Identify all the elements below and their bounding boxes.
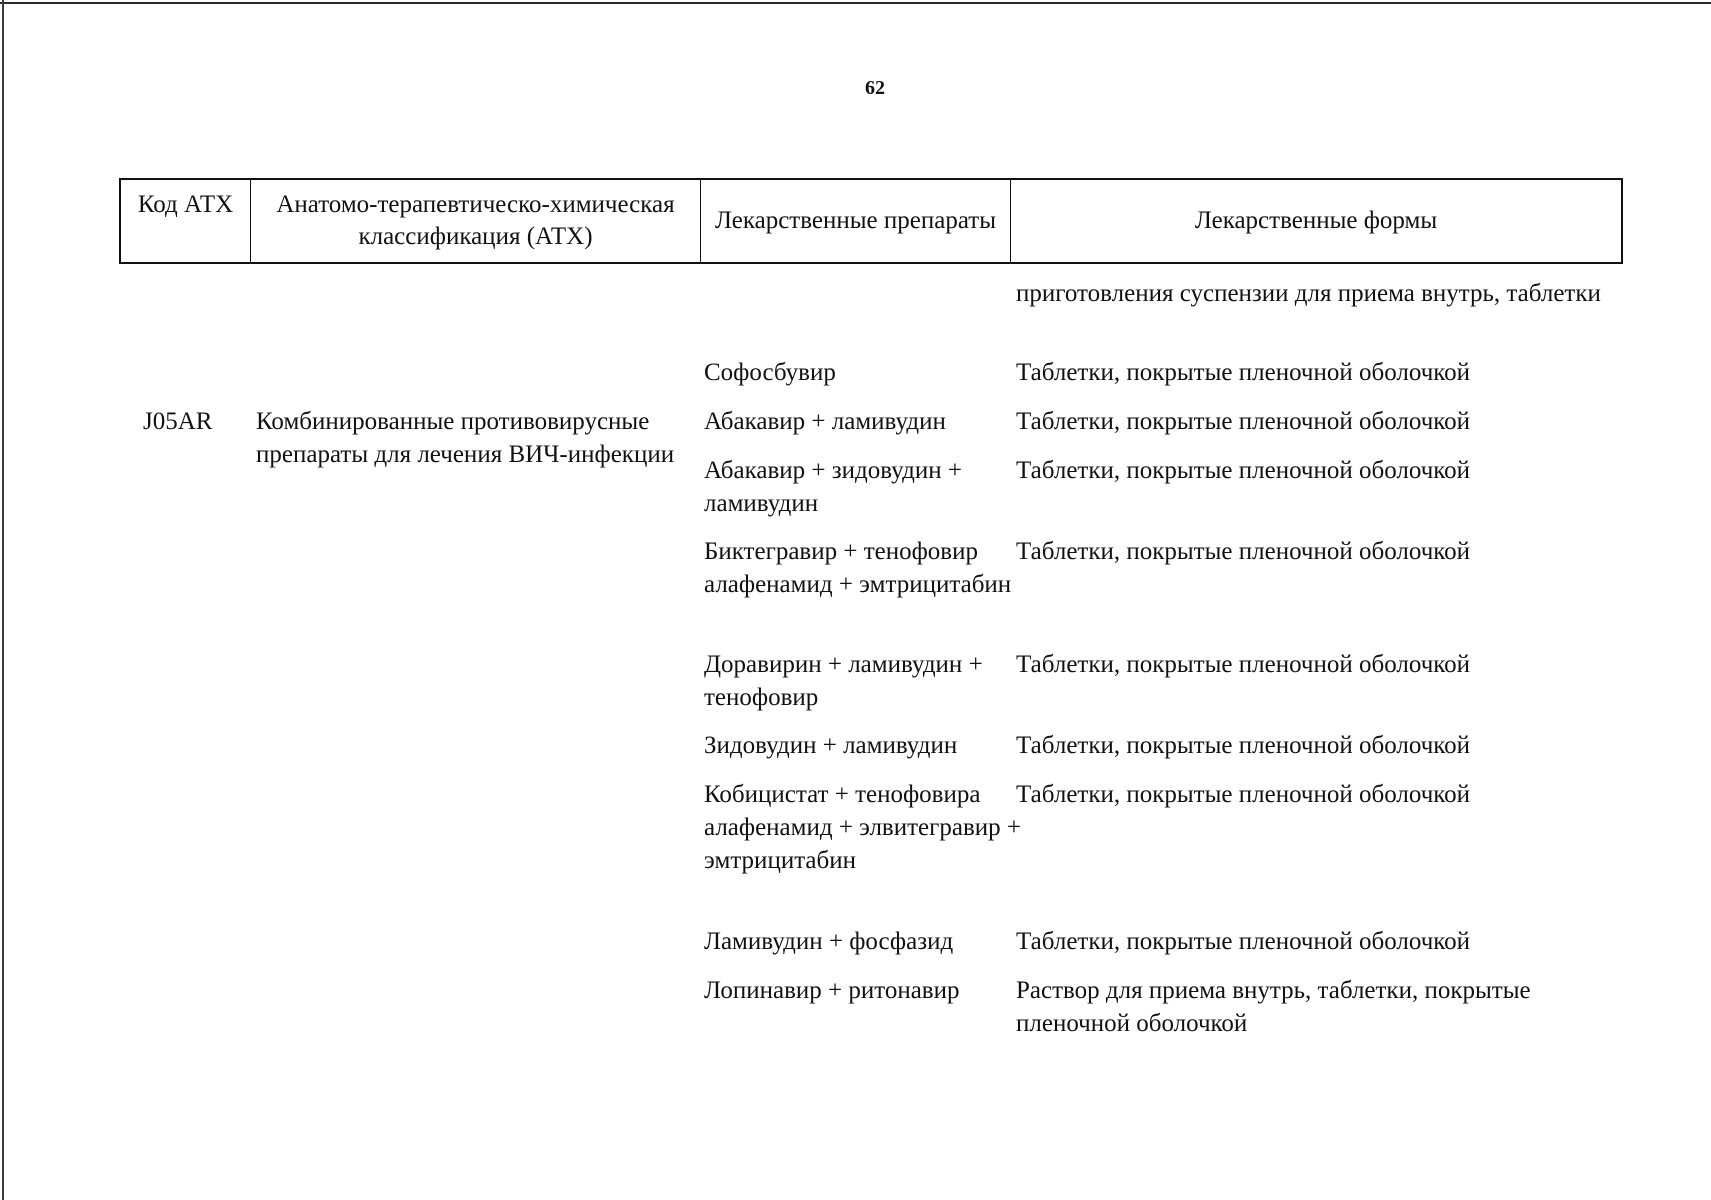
drug-name: Доравирин + ламивудин + тенофовир (704, 651, 983, 711)
drug-name: Ламивудин + фосфазид (704, 928, 954, 955)
drug-name: Софосбувир (704, 359, 836, 386)
scan-edge-top (0, 2, 1711, 4)
drug-form: Таблетки, покрытые пленочной оболочкой (1016, 457, 1471, 484)
drug-form: Таблетки, покрытые пленочной оболочкой (1016, 408, 1471, 435)
drug-name: Абакавир + ламивудин (704, 408, 946, 435)
drug-form: Раствор для приема внутрь, таблетки, покрытые пленочной оболочкой (1016, 977, 1531, 1037)
header-forms: Лекарственные формы (1194, 207, 1438, 234)
page-number: 62 (865, 77, 885, 99)
header-code: Код АТХ (121, 180, 251, 262)
table-header (119, 178, 1623, 264)
drug-form: Таблетки, покрытые пленочной оболочкой (1016, 359, 1471, 386)
drug-form: Таблетки, покрытые пленочной оболочкой (1016, 781, 1471, 808)
drug-form: Таблетки, покрытые пленочной оболочкой (1016, 928, 1471, 955)
drug-form: Таблетки, покрытые пленочной оболочкой (1016, 538, 1471, 565)
drug-name: Лопинавир + ритонавир (704, 977, 960, 1004)
header-drugs: Лекарственные препараты (701, 180, 1011, 262)
drug-name: Биктегравир + тенофовир алафенамид + эмтрицитабин (704, 538, 1012, 598)
continuation-form: приготовления суспензии для приема внутрь, таблетки (1016, 280, 1601, 307)
drug-form: Таблетки, покрытые пленочной оболочкой (1016, 651, 1471, 678)
drug-form: Таблетки, покрытые пленочной оболочкой (1016, 732, 1471, 759)
drug-name: Абакавир + зидовудин + ламивудин (704, 457, 962, 517)
drug-name: Зидовудин + ламивудин (704, 732, 958, 759)
drug-name: Кобицистат + тенофовира алафенамид + элвитегравир + эмтрицитабин (704, 781, 1022, 874)
group-name: Комбинированные противовирусные препараты для лечения ВИЧ-инфекции (256, 408, 675, 468)
scan-edge-left (2, 0, 4, 1200)
header-classification: Анатомо-терапевтическо-химическая классификация (АТХ) (251, 180, 701, 262)
group-code: J05AR (143, 408, 213, 435)
